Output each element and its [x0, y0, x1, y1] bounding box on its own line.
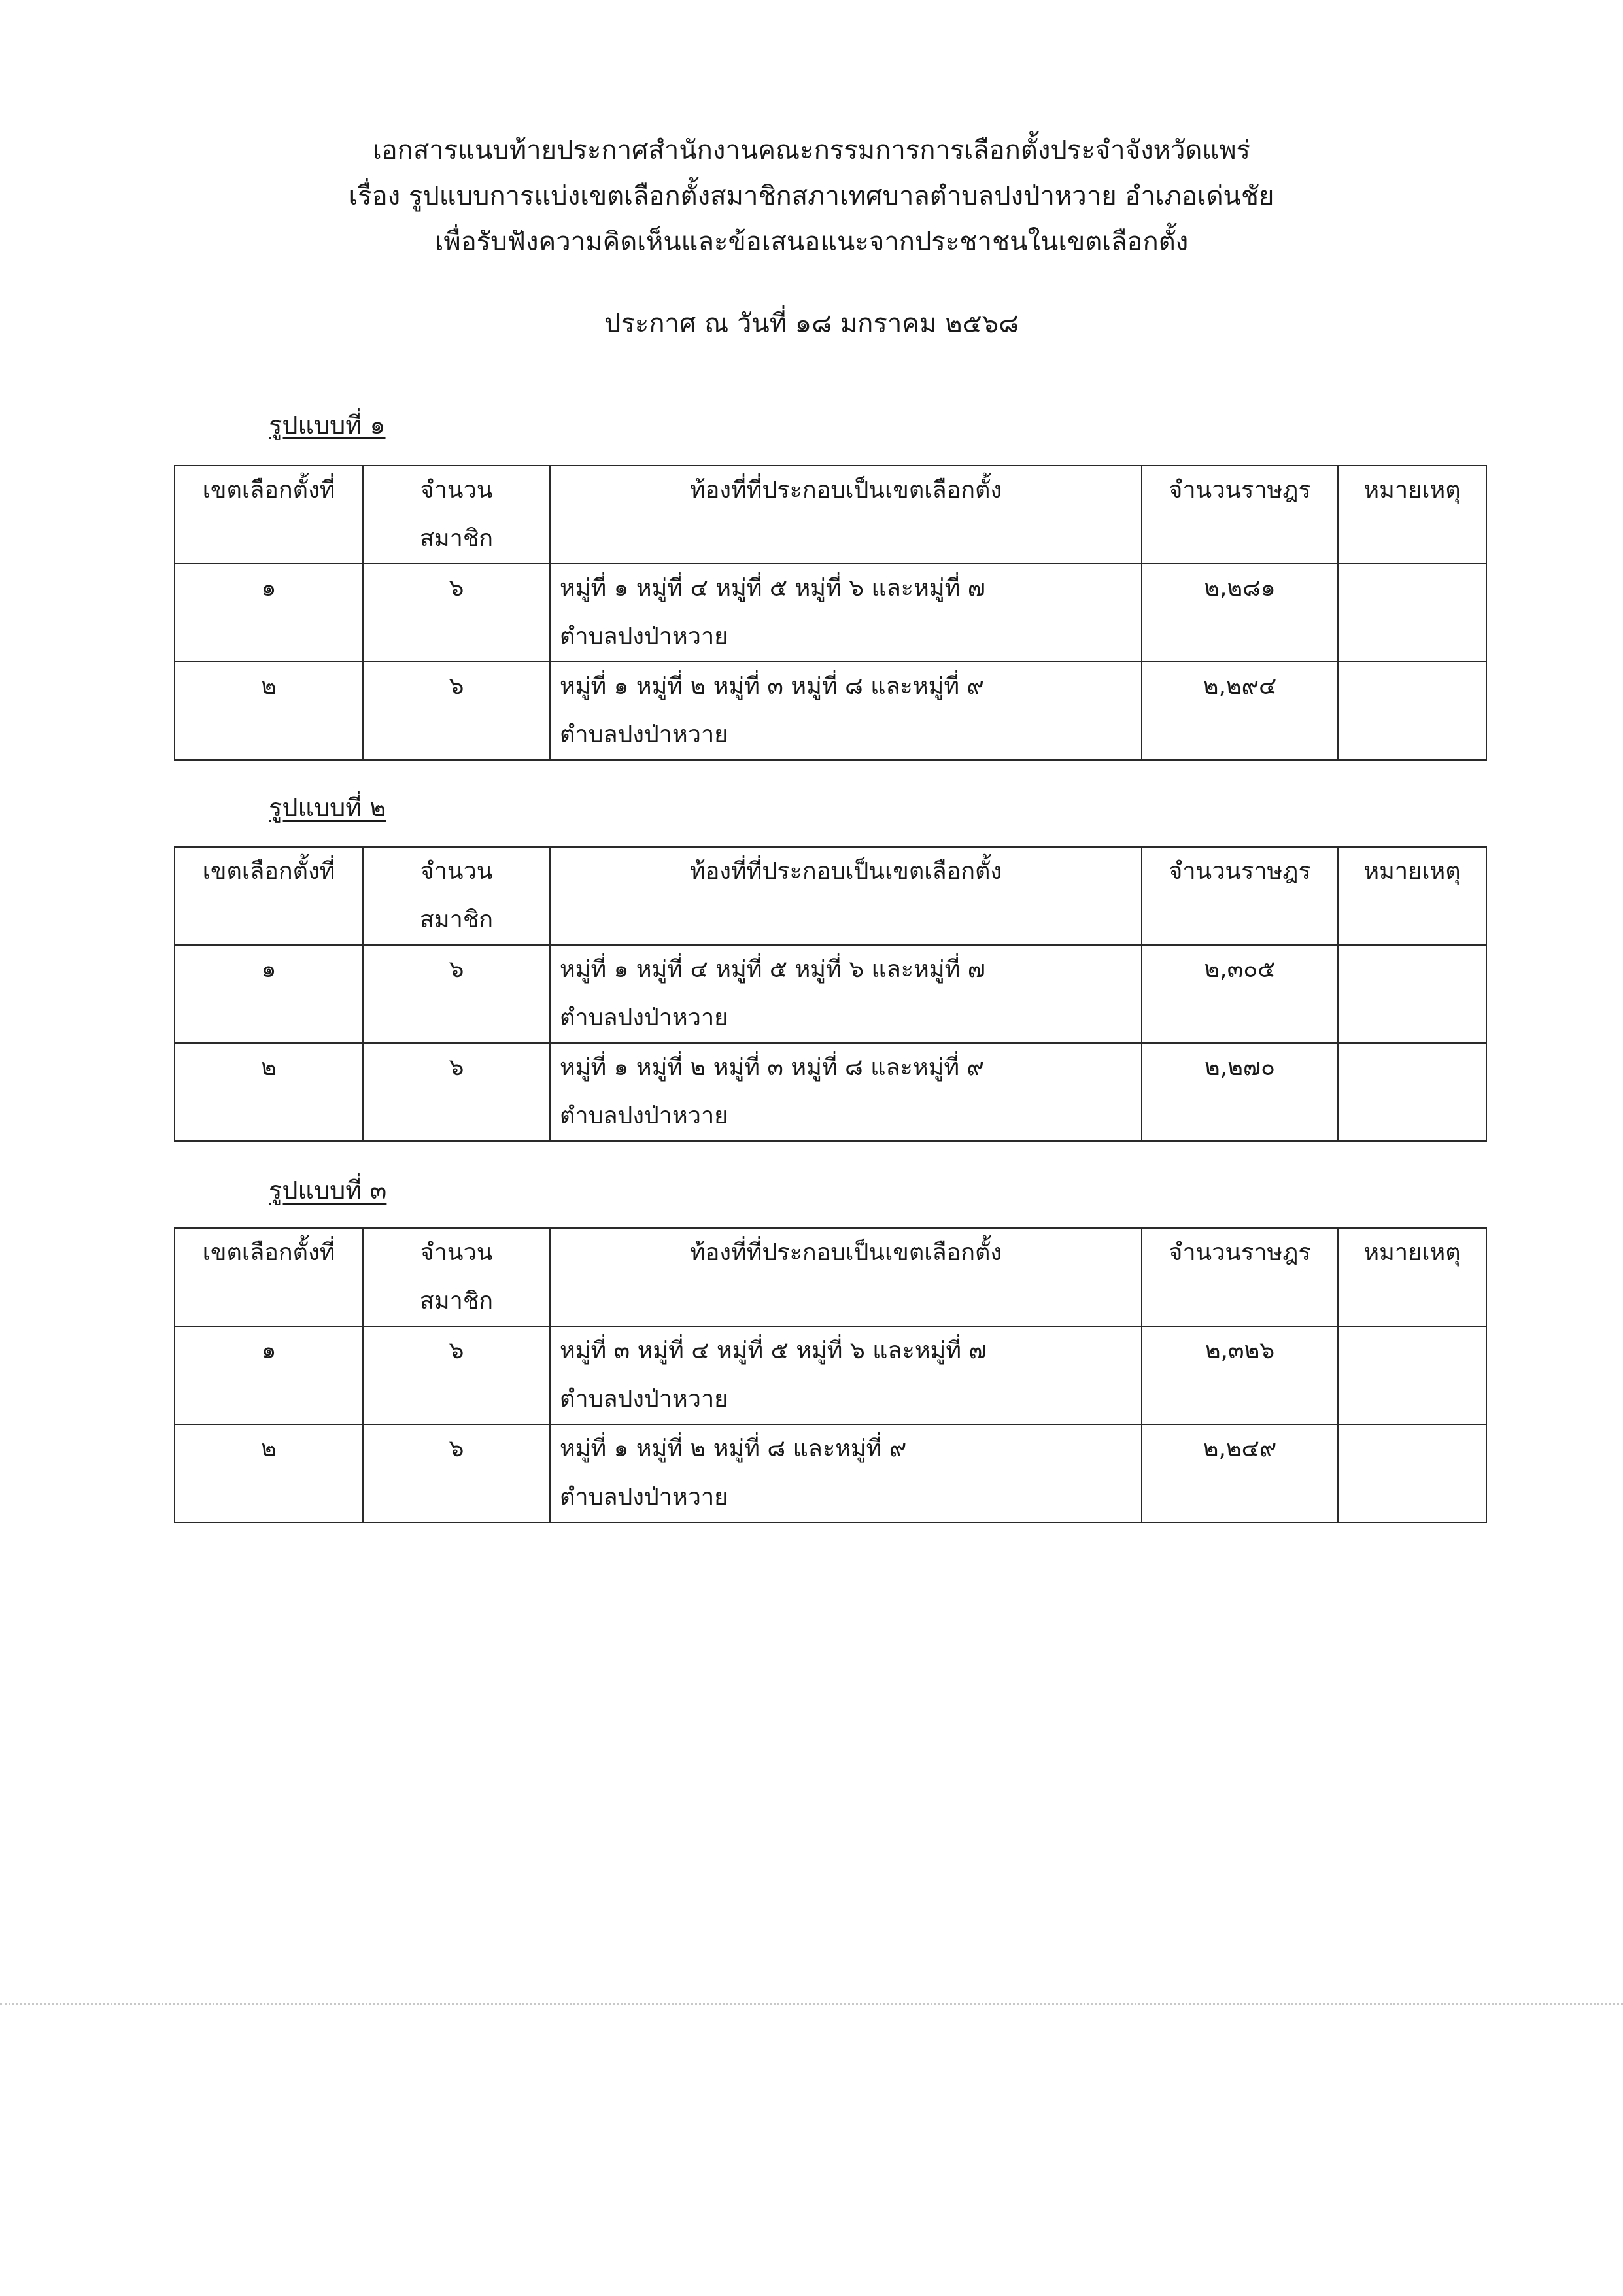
cell-note [1338, 1043, 1486, 1141]
header-title-line-2: เรื่อง รูปแบบการแบ่งเขตเลือกตั้งสมาชิกสภาเทศบาลตำบลปงป่าหวาย อำเภอเด่นชัย [349, 181, 1274, 211]
model-2-title: รูปแบบที่ ๒ [269, 793, 386, 822]
header-population: จำนวนราษฎร [1142, 466, 1338, 564]
header-zone: เขตเลือกตั้งที่ [175, 466, 363, 564]
header-population: จำนวนราษฎร [1142, 1228, 1338, 1326]
cell-zone: ๑ [175, 1326, 363, 1424]
header-members-line-1: จำนวน [420, 477, 493, 504]
header-title-line-1: เอกสารแนบท้ายประกาศสำนักงานคณะกรรมการการเลือกตั้งประจำจังหวัดแพร่ [372, 135, 1251, 165]
model-3-table [174, 1227, 1487, 1523]
header-area: ท้องที่ที่ประกอบเป็นเขตเลือกตั้ง [550, 1228, 1142, 1326]
header-zone: เขตเลือกตั้งที่ [175, 1228, 363, 1326]
table-row [175, 1424, 1486, 1522]
table-row [175, 1326, 1486, 1424]
table-row [175, 945, 1486, 1043]
model-2-table [174, 846, 1487, 1142]
model-3-title: รูปแบบที่ ๓ [269, 1176, 387, 1205]
table-header-row [175, 847, 1486, 945]
cell-members: ๖ [363, 1326, 550, 1424]
header-members [363, 847, 550, 945]
cell-area-line-1: หมู่ที่ ๑ หมู่ที่ ๔ หมู่ที่ ๕ หมู่ที่ ๖ และหมู่ที่ ๗ [560, 956, 985, 983]
header-members-line-1: จำนวน [420, 1239, 493, 1266]
cell-area-line-2: ตำบลปงป่าหวาย [560, 721, 728, 748]
table-header-row [175, 466, 1486, 564]
header-members-line-2: สมาชิก [419, 1288, 494, 1314]
document-header [0, 128, 1623, 347]
cell-population: ๒,๒๗๐ [1142, 1043, 1338, 1141]
cell-note [1338, 564, 1486, 662]
model-1-table [174, 465, 1487, 761]
cell-area-line-1: หมู่ที่ ๓ หมู่ที่ ๔ หมู่ที่ ๕ หมู่ที่ ๖ และหมู่ที่ ๗ [560, 1337, 987, 1364]
table-row [175, 662, 1486, 760]
cell-area [550, 1326, 1142, 1424]
cell-area-line-2: ตำบลปงป่าหวาย [560, 1484, 728, 1511]
header-note: หมายเหตุ [1338, 847, 1486, 945]
cell-note [1338, 945, 1486, 1043]
cell-area-line-2: ตำบลปงป่าหวาย [560, 1386, 728, 1413]
cell-note [1338, 662, 1486, 760]
cell-members: ๖ [363, 1424, 550, 1522]
cell-members: ๖ [363, 945, 550, 1043]
cell-area [550, 1043, 1142, 1141]
cell-zone: ๑ [175, 564, 363, 662]
cell-area-line-1: หมู่ที่ ๑ หมู่ที่ ๒ หมู่ที่ ๘ และหมู่ที่ ๙ [560, 1435, 907, 1462]
header-note: หมายเหตุ [1338, 466, 1486, 564]
cell-area-line-1: หมู่ที่ ๑ หมู่ที่ ๒ หมู่ที่ ๓ หมู่ที่ ๘ และหมู่ที่ ๙ [560, 1054, 984, 1081]
header-population: จำนวนราษฎร [1142, 847, 1338, 945]
cell-zone: ๒ [175, 662, 363, 760]
cell-members: ๖ [363, 1043, 550, 1141]
header-area: ท้องที่ที่ประกอบเป็นเขตเลือกตั้ง [550, 847, 1142, 945]
table-row [175, 1043, 1486, 1141]
cell-note [1338, 1424, 1486, 1522]
cell-area [550, 945, 1142, 1043]
cell-area [550, 1424, 1142, 1522]
cell-members: ๖ [363, 564, 550, 662]
header-zone: เขตเลือกตั้งที่ [175, 847, 363, 945]
cell-population: ๒,๓๒๖ [1142, 1326, 1338, 1424]
cell-population: ๒,๓๐๕ [1142, 945, 1338, 1043]
header-members [363, 466, 550, 564]
cell-area-line-2: ตำบลปงป่าหวาย [560, 1103, 728, 1129]
cell-population: ๒,๒๙๔ [1142, 662, 1338, 760]
scan-artifact-divider [0, 2003, 1623, 2005]
table-row [175, 564, 1486, 662]
announcement-date: ประกาศ ณ วันที่ ๑๘ มกราคม ๒๕๖๘ [604, 309, 1019, 339]
cell-zone: ๑ [175, 945, 363, 1043]
header-members-line-2: สมาชิก [419, 525, 494, 552]
cell-area-line-2: ตำบลปงป่าหวาย [560, 1004, 728, 1031]
header-members-line-1: จำนวน [420, 858, 493, 885]
header-title-line-3: เพื่อรับฟังความคิดเห็นและข้อเสนอแนะจากประชาชนในเขตเลือกตั้ง [434, 227, 1189, 257]
cell-population: ๒,๒๘๑ [1142, 564, 1338, 662]
cell-area-line-2: ตำบลปงป่าหวาย [560, 623, 728, 650]
model-1-title: รูปแบบที่ ๑ [269, 411, 386, 439]
cell-members: ๖ [363, 662, 550, 760]
header-note: หมายเหตุ [1338, 1228, 1486, 1326]
cell-area-line-1: หมู่ที่ ๑ หมู่ที่ ๒ หมู่ที่ ๓ หมู่ที่ ๘ และหมู่ที่ ๙ [560, 673, 984, 700]
table-header-row [175, 1228, 1486, 1326]
header-area: ท้องที่ที่ประกอบเป็นเขตเลือกตั้ง [550, 466, 1142, 564]
cell-area [550, 564, 1142, 662]
cell-note [1338, 1326, 1486, 1424]
header-members-line-2: สมาชิก [419, 906, 494, 933]
cell-area [550, 662, 1142, 760]
cell-zone: ๒ [175, 1043, 363, 1141]
cell-zone: ๒ [175, 1424, 363, 1522]
cell-population: ๒,๒๔๙ [1142, 1424, 1338, 1522]
header-members [363, 1228, 550, 1326]
cell-area-line-1: หมู่ที่ ๑ หมู่ที่ ๔ หมู่ที่ ๕ หมู่ที่ ๖ และหมู่ที่ ๗ [560, 575, 985, 602]
